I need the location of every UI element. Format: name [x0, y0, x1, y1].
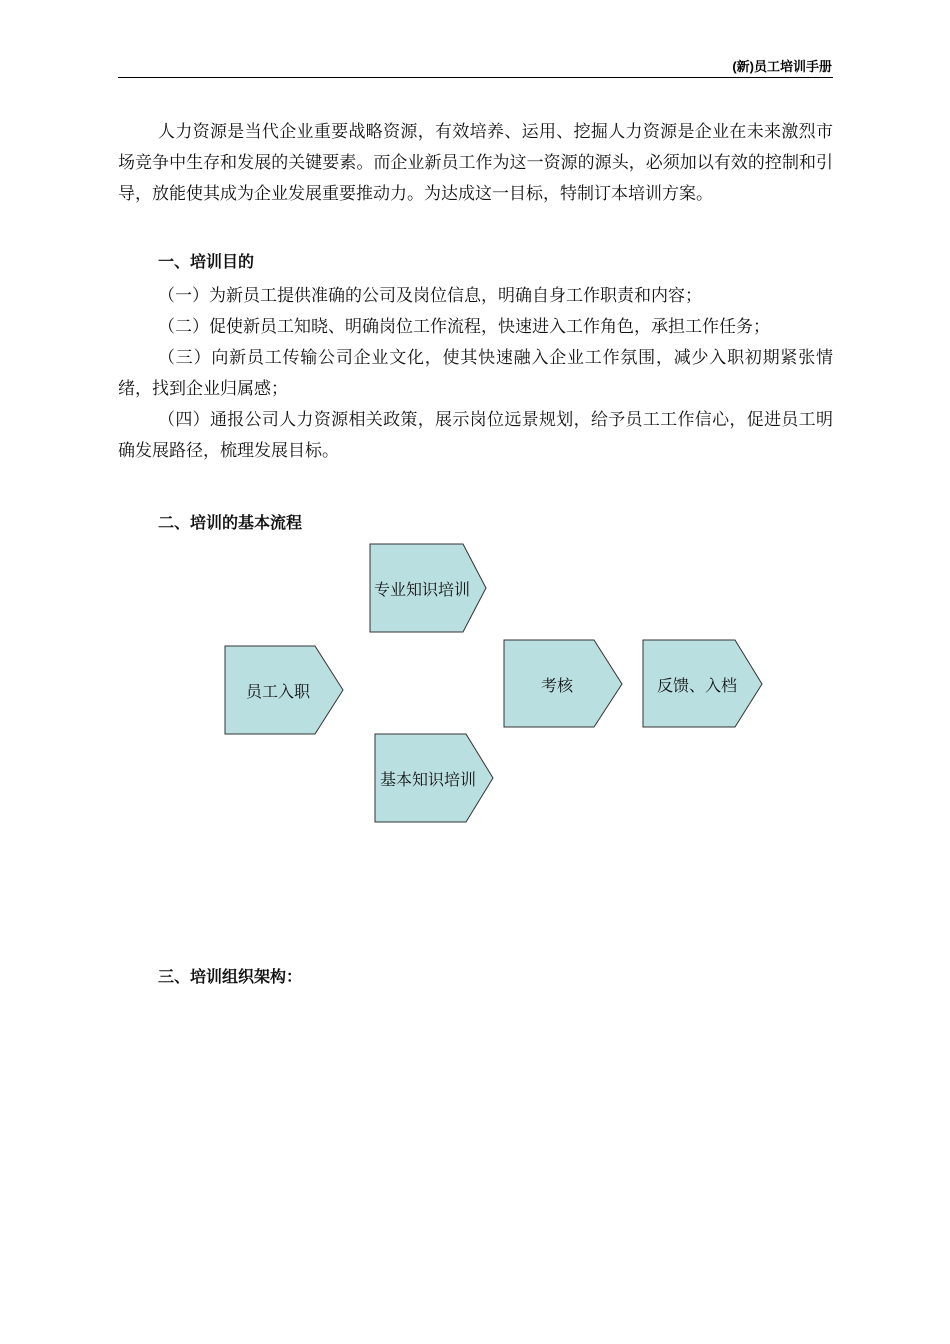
- flow-node-assessment: [504, 640, 622, 727]
- flow-node-basic-training-label: 基本知识培训: [379, 770, 477, 789]
- header-title: (新)员工培训手册: [732, 59, 832, 74]
- purpose-item-1: （一）为新员工提供准确的公司及岗位信息，明确自身工作职责和内容；: [158, 286, 702, 306]
- flow-node-feedback-archive-label: 反馈、入档: [656, 676, 738, 695]
- intro-paragraph: 人力资源是当代企业重要战略资源，有效培养、运用、挖掘人力资源是企业在未来激烈市场竞争中生存和发展的关键要素。而企业新员工作为这一资源的源头，必须加以有效的控制和引导，放能使其成为企业发展重要推动力。为达成这一目标，特制订本培训方案。: [118, 122, 833, 204]
- purpose-item-2: （二）促使新员工知晓、明确岗位工作流程，快速进入工作角色，承担工作任务；: [158, 317, 770, 337]
- flow-node-basic-training: [375, 734, 493, 822]
- flow-node-employee-entry-label: 员工入职: [245, 682, 311, 701]
- purpose-item-4: （四）通报公司人力资源相关政策，展示岗位远景规划，给予员工工作信心，促进员工明确发展路径，梳理发展目标。: [118, 410, 833, 461]
- flow-node-assessment-label: 考核: [540, 676, 574, 695]
- section-heading-flow: 二、培训的基本流程: [158, 513, 303, 532]
- flow-node-employee-entry: [225, 646, 343, 734]
- flow-node-feedback-archive: [643, 640, 762, 727]
- flow-node-professional-training-label: 专业知识培训: [373, 580, 471, 599]
- section-heading-organization: 三、培训组织架构：: [158, 967, 303, 986]
- flow-node-professional-training: [370, 544, 486, 632]
- section-heading-purpose: 一、培训目的: [158, 252, 255, 271]
- purpose-item-3: （三）向新员工传输公司企业文化，使其快速融入企业工作氛围，减少入职初期紧张情绪，找到企业归属感；: [118, 348, 833, 399]
- header-divider: [118, 77, 833, 78]
